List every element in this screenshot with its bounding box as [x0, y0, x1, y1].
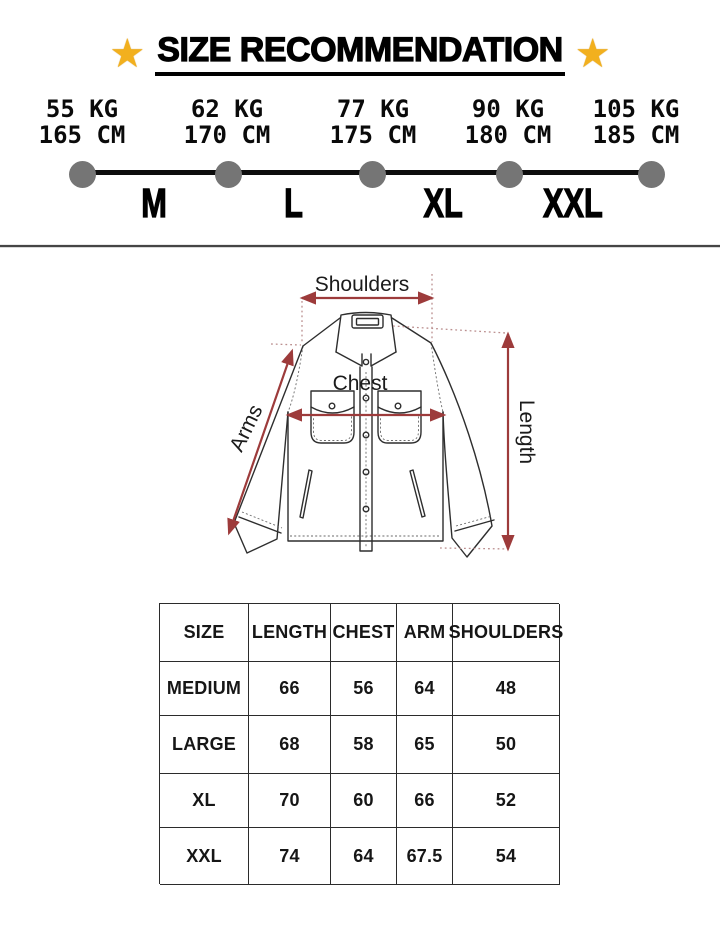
weight-label: 77 KG [336, 95, 410, 123]
arms-label: Arms [225, 401, 268, 456]
jacket-measurement-diagram [0, 250, 720, 590]
right-pocket-stitch [381, 414, 419, 441]
shoulders-label: Shoulders [314, 273, 410, 296]
cell-shoulders: 50 [453, 716, 560, 774]
weight-label: 62 KG [190, 95, 264, 123]
collar-button [363, 359, 368, 364]
size-segment-label-m: M [141, 180, 167, 226]
weight-label: 105 KG [592, 95, 680, 123]
left-chest-pocket [311, 391, 354, 443]
scale-dot [359, 161, 386, 188]
scale-node-label [566, 96, 706, 148]
weight-label: 90 KG [471, 95, 545, 123]
header-cell-length: LENGTH [249, 604, 331, 662]
height-label: 165 CM [38, 121, 126, 149]
cell-shoulders: 48 [453, 662, 560, 716]
length-bottom-guide [440, 548, 511, 549]
right-chest-pocket [378, 391, 421, 443]
scale-node-label [438, 96, 578, 148]
right-pocket-button [395, 403, 401, 409]
arm-top-guide [271, 344, 301, 345]
cell-shoulders: 54 [453, 828, 560, 885]
right-sleeve-cap-seam [431, 343, 443, 412]
row-size: MEDIUM [160, 662, 249, 716]
header-cell-size: SIZE [160, 604, 249, 662]
height-label: 170 CM [183, 121, 271, 149]
left-pocket-button [329, 403, 335, 409]
cell-arm: 64 [397, 662, 453, 716]
cell-arm: 65 [397, 716, 453, 774]
right-cuff-seam [455, 520, 494, 531]
jacket-outline [234, 313, 494, 558]
cell-chest: 64 [331, 828, 397, 885]
scale-node-label [12, 96, 152, 148]
cell-length: 74 [249, 828, 331, 885]
height-label: 175 CM [329, 121, 417, 149]
weight-label: 55 KG [45, 95, 119, 123]
size-table [159, 603, 564, 884]
cell-chest: 56 [331, 662, 397, 716]
collar-left-flap [336, 352, 362, 366]
row-size: XXL [160, 828, 249, 885]
size-segment-label-l: L [284, 180, 304, 226]
size-segment-label-xxl: XXL [543, 180, 603, 226]
cell-arm: 67.5 [397, 828, 453, 885]
header-cell-shoulders: SHOULDERS [453, 604, 560, 662]
star-icon: ★ [574, 32, 611, 76]
section-divider [0, 245, 720, 247]
scale-node-label [303, 96, 443, 148]
height-label: 180 CM [464, 121, 552, 149]
right-shoulder-seam [392, 318, 431, 343]
height-label: 185 CM [592, 121, 680, 149]
page-title: SIZE RECOMMENDATION [155, 32, 564, 76]
length-label: Length [515, 399, 538, 465]
header-cell-arm: ARM [397, 604, 453, 662]
hanger-loop-inner [357, 319, 379, 326]
row-size: LARGE [160, 716, 249, 774]
cell-length: 70 [249, 774, 331, 828]
header-cell-chest: CHEST [331, 604, 397, 662]
left-pocket-flap [311, 407, 354, 413]
left-pocket-stitch [314, 414, 352, 441]
cell-shoulders: 52 [453, 774, 560, 828]
cell-arm: 66 [397, 774, 453, 828]
row-size: XL [160, 774, 249, 828]
star-icon: ★ [109, 32, 146, 76]
chest-label: Chest [332, 372, 388, 395]
cell-length: 68 [249, 716, 331, 774]
cell-chest: 58 [331, 716, 397, 774]
size-segment-label-xl: XL [423, 180, 463, 226]
scale-dot [638, 161, 665, 188]
right-cuff-stitch [456, 516, 492, 526]
right-hand-pocket [410, 470, 425, 517]
scale-node-label [157, 96, 297, 148]
scale-dot [69, 161, 96, 188]
cell-length: 66 [249, 662, 331, 716]
left-shoulder-seam [303, 318, 340, 346]
left-hand-pocket [300, 470, 312, 518]
collar-right-flap [371, 352, 396, 366]
cell-chest: 60 [331, 774, 397, 828]
header [0, 26, 720, 82]
